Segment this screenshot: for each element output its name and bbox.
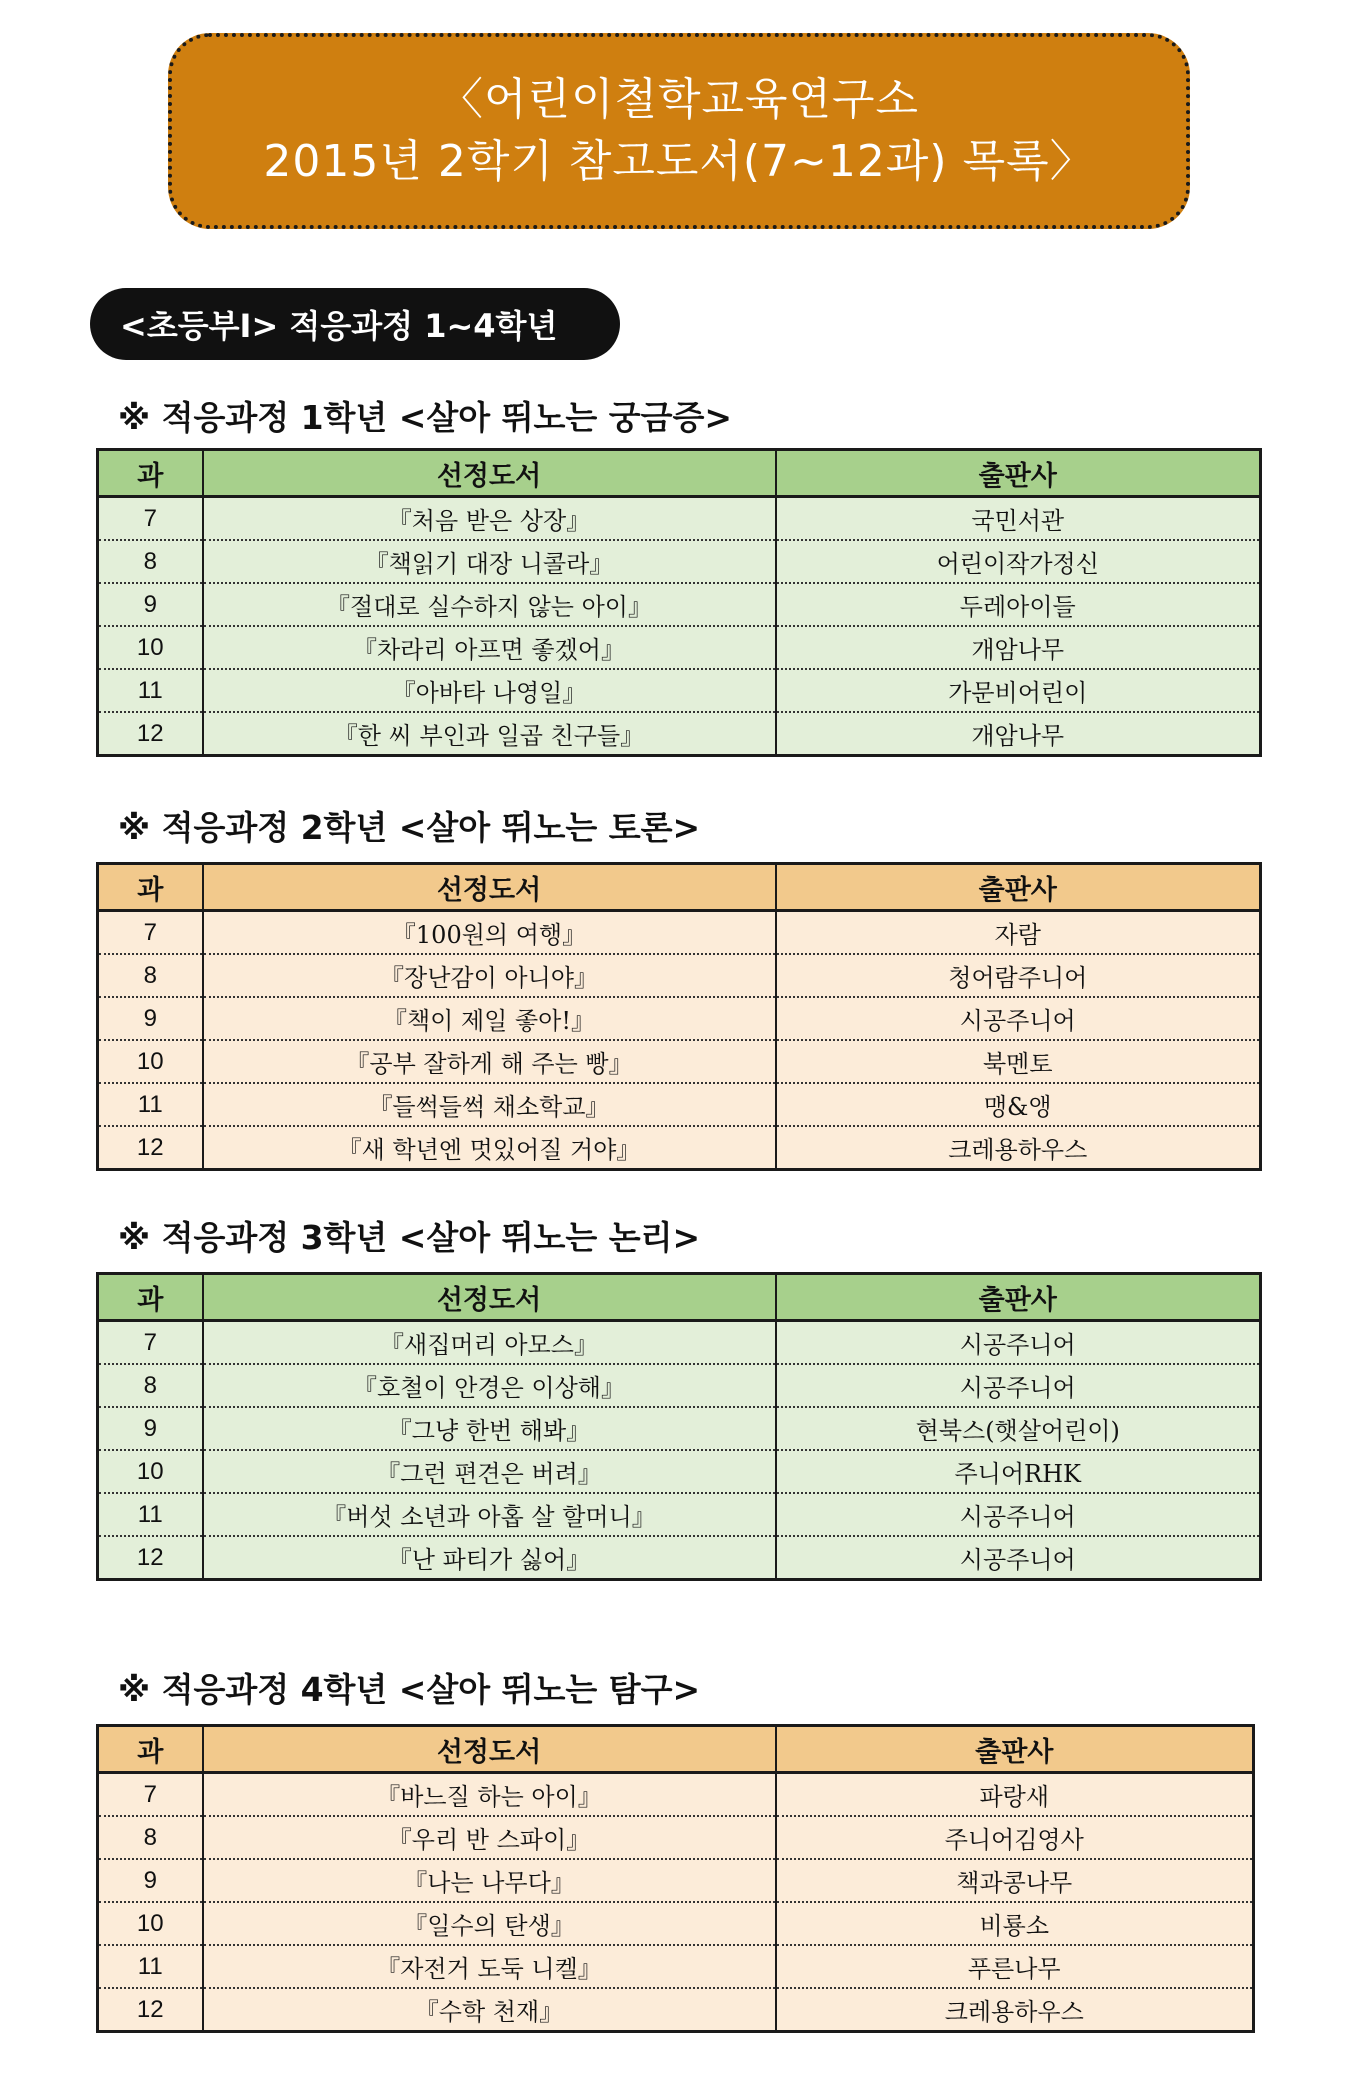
- publisher: 개암나무: [776, 712, 1261, 756]
- column-header-publisher: 출판사: [776, 1274, 1261, 1321]
- table-row: [98, 1945, 1254, 1988]
- book-title: 『바느질 하는 아이』: [203, 1773, 776, 1817]
- publisher: 청어람주니어: [776, 954, 1261, 997]
- publisher: 주니어RHK: [776, 1450, 1261, 1493]
- publisher: 책과콩나무: [776, 1859, 1254, 1902]
- column-header-publisher: 출판사: [776, 450, 1261, 497]
- lesson-number: 9: [98, 997, 203, 1040]
- column-header-lesson: 과: [98, 864, 203, 911]
- book-title: 『자전거 도둑 니켈』: [203, 1945, 776, 1988]
- table-row: [98, 669, 1261, 712]
- publisher: 시공주니어: [776, 997, 1261, 1040]
- lesson-number: 10: [98, 626, 203, 669]
- lesson-number: 8: [98, 954, 203, 997]
- publisher: 시공주니어: [776, 1321, 1261, 1365]
- table-row: [98, 626, 1261, 669]
- column-header-book: 선정도서: [203, 1274, 776, 1321]
- book-title: 『책읽기 대장 니콜라』: [203, 540, 776, 583]
- publisher: 가문비어린이: [776, 669, 1261, 712]
- book-title: 『장난감이 아니야』: [203, 954, 776, 997]
- table-row: [98, 997, 1261, 1040]
- book-title: 『그런 편견은 버려』: [203, 1450, 776, 1493]
- publisher: 시공주니어: [776, 1536, 1261, 1580]
- section-heading-grade3: ※ 적응과정 3학년 <살아 뛰노는 논리>: [118, 1218, 701, 1257]
- column-header-publisher: 출판사: [776, 864, 1261, 911]
- table-row: [98, 1364, 1261, 1407]
- table-row: [98, 1126, 1261, 1170]
- publisher: 개암나무: [776, 626, 1261, 669]
- publisher: 주니어김영사: [776, 1816, 1254, 1859]
- table-row: [98, 1773, 1254, 1817]
- table-row: [98, 1321, 1261, 1365]
- book-title: 『공부 잘하게 해 주는 빵』: [203, 1040, 776, 1083]
- table-row: [98, 1083, 1261, 1126]
- book-title: 『차라리 아프면 좋겠어』: [203, 626, 776, 669]
- column-header-book: 선정도서: [203, 864, 776, 911]
- document-title-box: [168, 33, 1190, 229]
- book-title: 『들썩들썩 채소학교』: [203, 1083, 776, 1126]
- table-row: [98, 1450, 1261, 1493]
- book-table-grade1: [96, 448, 1262, 757]
- section-heading-grade4: ※ 적응과정 4학년 <살아 뛰노는 탐구>: [118, 1670, 701, 1709]
- table-row: [98, 954, 1261, 997]
- lesson-number: 12: [98, 1536, 203, 1580]
- book-title: 『난 파티가 싫어』: [203, 1536, 776, 1580]
- publisher: 파랑새: [776, 1773, 1254, 1817]
- table-row: [98, 540, 1261, 583]
- lesson-number: 9: [98, 583, 203, 626]
- publisher: 자람: [776, 911, 1261, 955]
- table-row: [98, 1816, 1254, 1859]
- column-header-lesson: 과: [98, 1274, 203, 1321]
- book-title: 『수학 천재』: [203, 1988, 776, 2032]
- lesson-number: 12: [98, 1126, 203, 1170]
- publisher: 시공주니어: [776, 1364, 1261, 1407]
- book-title: 『나는 나무다』: [203, 1859, 776, 1902]
- lesson-number: 8: [98, 1364, 203, 1407]
- book-table-grade4: [96, 1724, 1255, 2033]
- table-row: [98, 1859, 1254, 1902]
- book-title: 『한 씨 부인과 일곱 친구들』: [203, 712, 776, 756]
- lesson-number: 11: [98, 1493, 203, 1536]
- lesson-number: 9: [98, 1407, 203, 1450]
- publisher: 비룡소: [776, 1902, 1254, 1945]
- table-row: [98, 911, 1261, 955]
- lesson-number: 11: [98, 669, 203, 712]
- table-row: [98, 1988, 1254, 2032]
- lesson-number: 7: [98, 911, 203, 955]
- table-row: [98, 712, 1261, 756]
- table-row: [98, 1902, 1254, 1945]
- lesson-number: 10: [98, 1902, 203, 1945]
- publisher: 어린이작가정신: [776, 540, 1261, 583]
- book-title: 『처음 받은 상장』: [203, 497, 776, 541]
- publisher: 현북스(햇살어린이): [776, 1407, 1261, 1450]
- column-header-book: 선정도서: [203, 1726, 776, 1773]
- column-header-book: 선정도서: [203, 450, 776, 497]
- table-header-row: [98, 1274, 1261, 1321]
- book-title: 『일수의 탄생』: [203, 1902, 776, 1945]
- book-table-grade3: [96, 1272, 1262, 1581]
- book-title: 『호철이 안경은 이상해』: [203, 1364, 776, 1407]
- book-title: 『100원의 여행』: [203, 911, 776, 955]
- lesson-number: 12: [98, 712, 203, 756]
- section-heading-grade2: ※ 적응과정 2학년 <살아 뛰노는 토론>: [118, 808, 701, 847]
- publisher: 국민서관: [776, 497, 1261, 541]
- table-row: [98, 1407, 1261, 1450]
- table-row: [98, 1040, 1261, 1083]
- publisher: 푸른나무: [776, 1945, 1254, 1988]
- title-line-1: 〈어린이철학교육연구소: [438, 74, 920, 125]
- book-title: 『책이 제일 좋아!』: [203, 997, 776, 1040]
- lesson-number: 12: [98, 1988, 203, 2032]
- lesson-number: 10: [98, 1450, 203, 1493]
- book-title: 『새집머리 아모스』: [203, 1321, 776, 1365]
- department-badge: <초등부Ⅰ> 적응과정 1~4학년: [90, 288, 620, 360]
- publisher: 두레아이들: [776, 583, 1261, 626]
- publisher: 크레용하우스: [776, 1126, 1261, 1170]
- table-row: [98, 1536, 1261, 1580]
- lesson-number: 10: [98, 1040, 203, 1083]
- column-header-lesson: 과: [98, 1726, 203, 1773]
- book-title: 『아바타 나영일』: [203, 669, 776, 712]
- title-line-2: 2015년 2학기 참고도서(7~12과) 목록〉: [263, 136, 1095, 187]
- book-title: 『새 학년엔 멋있어질 거야』: [203, 1126, 776, 1170]
- lesson-number: 9: [98, 1859, 203, 1902]
- book-title: 『절대로 실수하지 않는 아이』: [203, 583, 776, 626]
- lesson-number: 8: [98, 1816, 203, 1859]
- lesson-number: 11: [98, 1083, 203, 1126]
- lesson-number: 7: [98, 1773, 203, 1817]
- table-header-row: [98, 1726, 1254, 1773]
- table-header-row: [98, 450, 1261, 497]
- section-heading-grade1: ※ 적응과정 1학년 <살아 뛰노는 궁금증>: [118, 398, 733, 437]
- table-row: [98, 1493, 1261, 1536]
- lesson-number: 11: [98, 1945, 203, 1988]
- table-header-row: [98, 864, 1261, 911]
- table-row: [98, 497, 1261, 541]
- table-row: [98, 583, 1261, 626]
- column-header-publisher: 출판사: [776, 1726, 1254, 1773]
- publisher: 북멘토: [776, 1040, 1261, 1083]
- book-title: 『버섯 소년과 아홉 살 할머니』: [203, 1493, 776, 1536]
- lesson-number: 8: [98, 540, 203, 583]
- lesson-number: 7: [98, 1321, 203, 1365]
- column-header-lesson: 과: [98, 450, 203, 497]
- lesson-number: 7: [98, 497, 203, 541]
- publisher: 크레용하우스: [776, 1988, 1254, 2032]
- book-title: 『우리 반 스파이』: [203, 1816, 776, 1859]
- book-title: 『그냥 한번 해봐』: [203, 1407, 776, 1450]
- publisher: 맹&앵: [776, 1083, 1261, 1126]
- publisher: 시공주니어: [776, 1493, 1261, 1536]
- book-table-grade2: [96, 862, 1262, 1171]
